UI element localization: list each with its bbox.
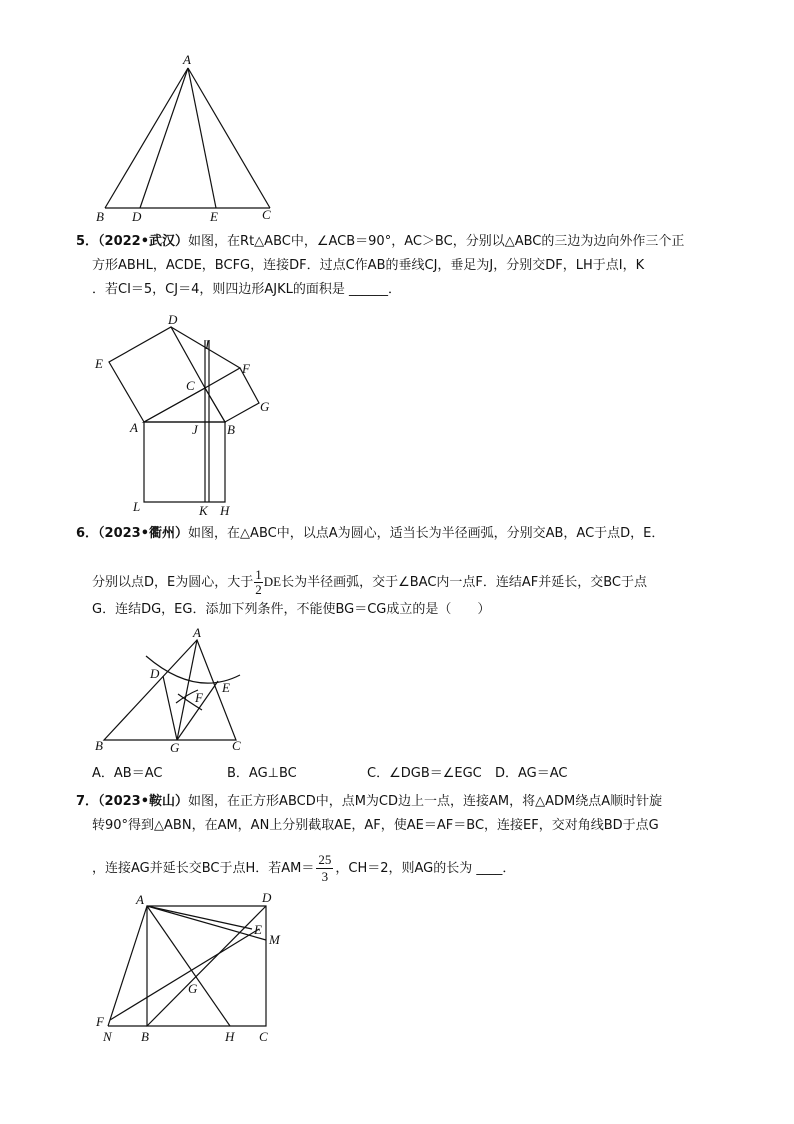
label-B: B: [95, 738, 103, 753]
label-J: J: [192, 422, 198, 437]
label-A: A: [136, 892, 144, 907]
fraction-denominator: 2: [255, 582, 262, 597]
question-number: 5．: [76, 234, 99, 249]
label-E: E: [254, 922, 262, 937]
text-segment: ，连接AG并延长交BC于点H．若AM＝: [92, 861, 315, 876]
text-segment: DE: [263, 574, 282, 589]
label-G: G: [260, 399, 270, 414]
label-B: B: [96, 209, 104, 224]
question-text: 如图，在△ABC中，以点A为圆心，适当长为半径画弧，分别交AB，AC于点D，E．: [188, 526, 665, 541]
question-6-line3: G．连结DG，EG．添加下列条件，不能使BG＝CG成立的是（ ）: [92, 602, 491, 617]
label-A: A: [183, 52, 191, 67]
label-M: M: [269, 932, 280, 947]
question-source: （2023•鞍山）: [98, 794, 189, 809]
label-G: G: [170, 740, 180, 755]
label-F: F: [195, 690, 203, 705]
label-E: E: [210, 209, 218, 224]
label-L: L: [133, 499, 141, 514]
question-source: （2022•武汉）: [98, 234, 189, 249]
text-segment: 长为半径画弧，交于∠BAC内一点F．连结AF并延长，交BC于点: [281, 575, 648, 590]
question-5-line2: 方形ABHL，ACDE，BCFG，连接DF．过点C作AB的垂线CJ，垂足为J，分别交DF，LH于点I，K: [92, 258, 645, 273]
question-7-line2: 转90°得到△ABN，在AM，AN上分别截取AE，AF，使AE＝AF＝BC，连接EF，交对角线BD于点G: [92, 818, 659, 833]
question-number: 6．: [76, 526, 99, 541]
label-A: A: [130, 420, 138, 435]
text-segment: ，CH＝2，则AG的长为 ____．: [335, 861, 516, 876]
label-N: N: [103, 1029, 112, 1044]
label-F: F: [96, 1014, 104, 1029]
label-K: K: [199, 503, 208, 518]
fraction-numerator: 1: [255, 567, 262, 582]
label-I: I: [205, 337, 210, 352]
fraction-numerator: 25: [318, 852, 332, 867]
label-D: D: [262, 890, 272, 905]
question-source: （2023•衢州）: [98, 526, 189, 541]
option-a[interactable]: A．AB＝AC: [92, 766, 163, 781]
question-text: 如图，在Rt△ABC中，∠ACB＝90°，AC＞BC，分别以△ABC的三边为边向外作三个正: [188, 234, 685, 249]
label-A: A: [193, 625, 201, 640]
question-5-line3: ．若CI＝5，CJ＝4，则四边形AJKL的面积是 ______．: [92, 282, 401, 297]
label-D: D: [132, 209, 142, 224]
label-C: C: [262, 207, 271, 222]
label-D: D: [150, 666, 160, 681]
label-D: D: [168, 312, 178, 327]
label-C: C: [232, 738, 241, 753]
option-b[interactable]: B．AG⊥BC: [227, 766, 297, 781]
label-H: H: [225, 1029, 235, 1044]
label-E: E: [222, 680, 230, 695]
question-number: 7．: [76, 794, 99, 809]
fraction-denominator: 3: [321, 869, 329, 884]
question-text: 如图，在正方形ABCD中，点M为CD边上一点，连接AM，将△ADM绕点A顺时针旋: [188, 794, 663, 809]
option-c[interactable]: C．∠DGB＝∠EGC: [367, 766, 482, 781]
label-H: H: [220, 503, 230, 518]
option-d[interactable]: D．AG＝AC: [495, 766, 568, 781]
label-B: B: [227, 422, 235, 437]
label-B: B: [141, 1029, 149, 1044]
label-E: E: [95, 356, 103, 371]
text-segment: 分别以点D，E为圆心，大于: [92, 575, 254, 590]
label-F: F: [242, 361, 250, 376]
label-G: G: [188, 981, 198, 996]
label-C: C: [186, 378, 195, 393]
label-C: C: [259, 1029, 268, 1044]
